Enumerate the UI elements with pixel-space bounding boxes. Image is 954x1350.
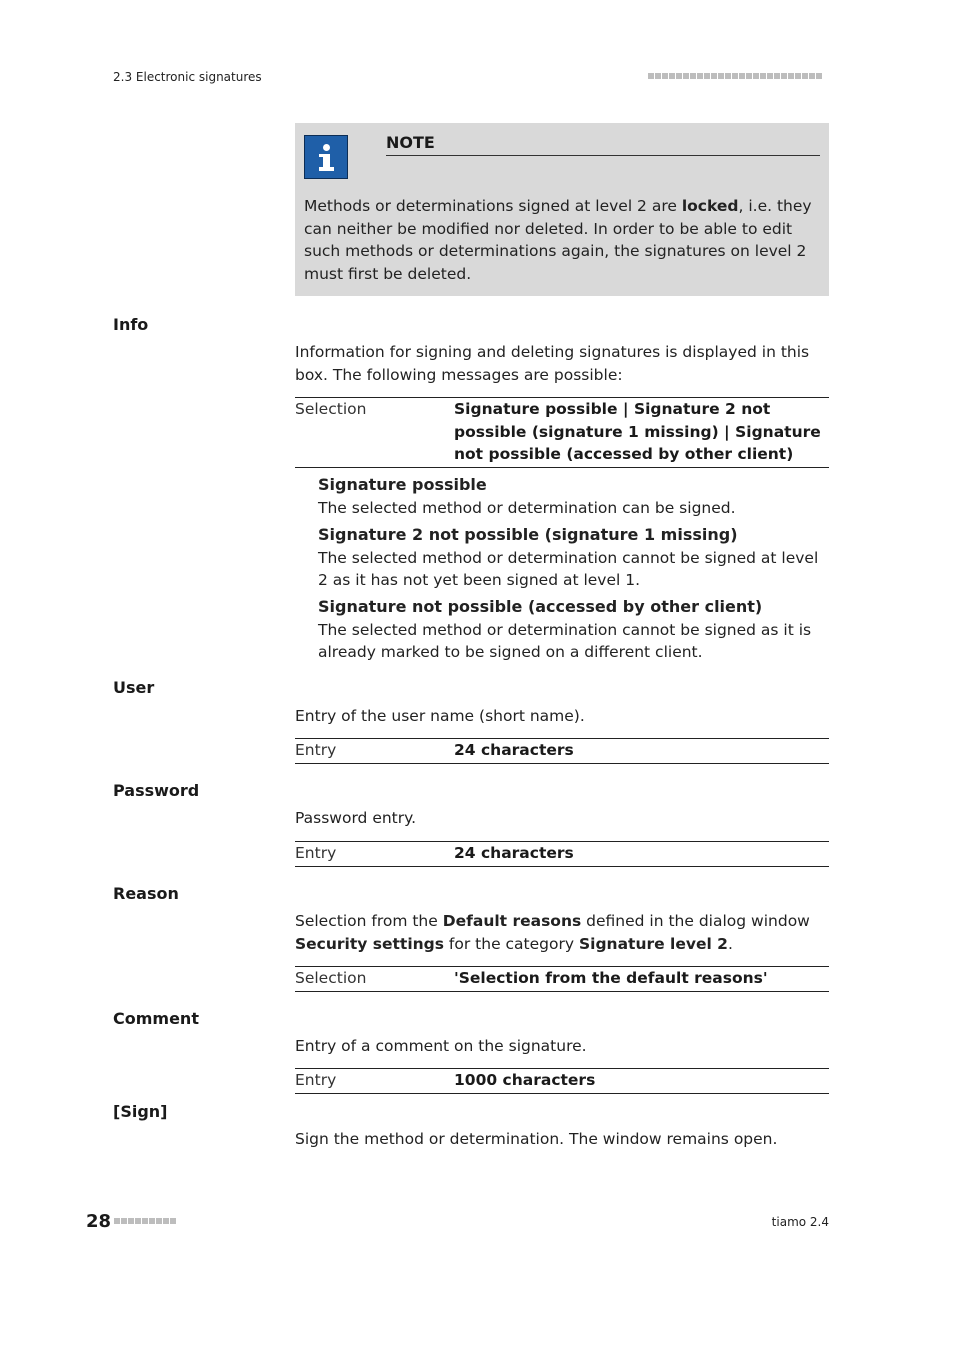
info-table-key: Selection [295, 400, 367, 418]
comment-description: Entry of a comment on the signature. [295, 1037, 587, 1055]
product-name: tiamo 2.4 [771, 1215, 829, 1229]
comment-table-key: Entry [295, 1071, 337, 1089]
comment-label: Comment [113, 1009, 199, 1028]
page-number: 28 [86, 1211, 112, 1232]
password-table-key: Entry [295, 844, 337, 862]
info-label: Info [113, 315, 149, 334]
footer-decoration [114, 1218, 177, 1224]
user-table [295, 738, 829, 764]
running-header: 2.3 Electronic signatures [113, 70, 262, 84]
info-option-3: Signature not possible (accessed by other client) The selected method or determination cannot be signed as it is already marked to be signed on a different client. [318, 597, 812, 661]
note-title: NOTE [386, 133, 820, 156]
user-label: User [113, 678, 155, 697]
note-text: Methods or determinations signed at level 2 are locked, i.e. they can neither be modified nor deleted. In order to be able to edit such methods or determinations again, the signatures on level 2 must first be deleted. [304, 197, 812, 283]
info-option-2: Signature 2 not possible (signature 1 missing) The selected method or determination cannot be signed at level 2 as it has not yet been signed at level 1. [318, 525, 819, 589]
note-box [295, 123, 829, 296]
info-table [295, 397, 829, 468]
sign-label: [Sign] [113, 1102, 168, 1121]
reason-label: Reason [113, 884, 179, 903]
user-table-key: Entry [295, 741, 337, 759]
reason-table-value: 'Selection from the default reasons' [454, 969, 768, 987]
comment-table [295, 1068, 829, 1094]
info-icon [304, 135, 348, 179]
password-table [295, 841, 829, 867]
info-table-value: Signature possible | Signature 2 not possible (signature 1 missing) | Signature not possible (accessed by other client) [454, 400, 821, 463]
reason-table [295, 966, 829, 992]
info-description: Information for signing and deleting signatures is displayed in this box. The following messages are possible: [295, 343, 810, 384]
password-description: Password entry. [295, 809, 417, 827]
sign-description: Sign the method or determination. The window remains open. [295, 1130, 778, 1148]
reason-table-key: Selection [295, 969, 367, 987]
password-table-value: 24 characters [454, 844, 574, 862]
user-table-value: 24 characters [454, 741, 574, 759]
reason-description: Selection from the Default reasons defined in the dialog window Security settings for the category Signature level 2. [295, 912, 810, 953]
info-option-1: Signature possible The selected method or determination can be signed. [318, 475, 736, 517]
user-description: Entry of the user name (short name). [295, 707, 585, 725]
comment-table-value: 1000 characters [454, 1071, 596, 1089]
password-label: Password [113, 781, 200, 800]
header-decoration [648, 73, 823, 79]
